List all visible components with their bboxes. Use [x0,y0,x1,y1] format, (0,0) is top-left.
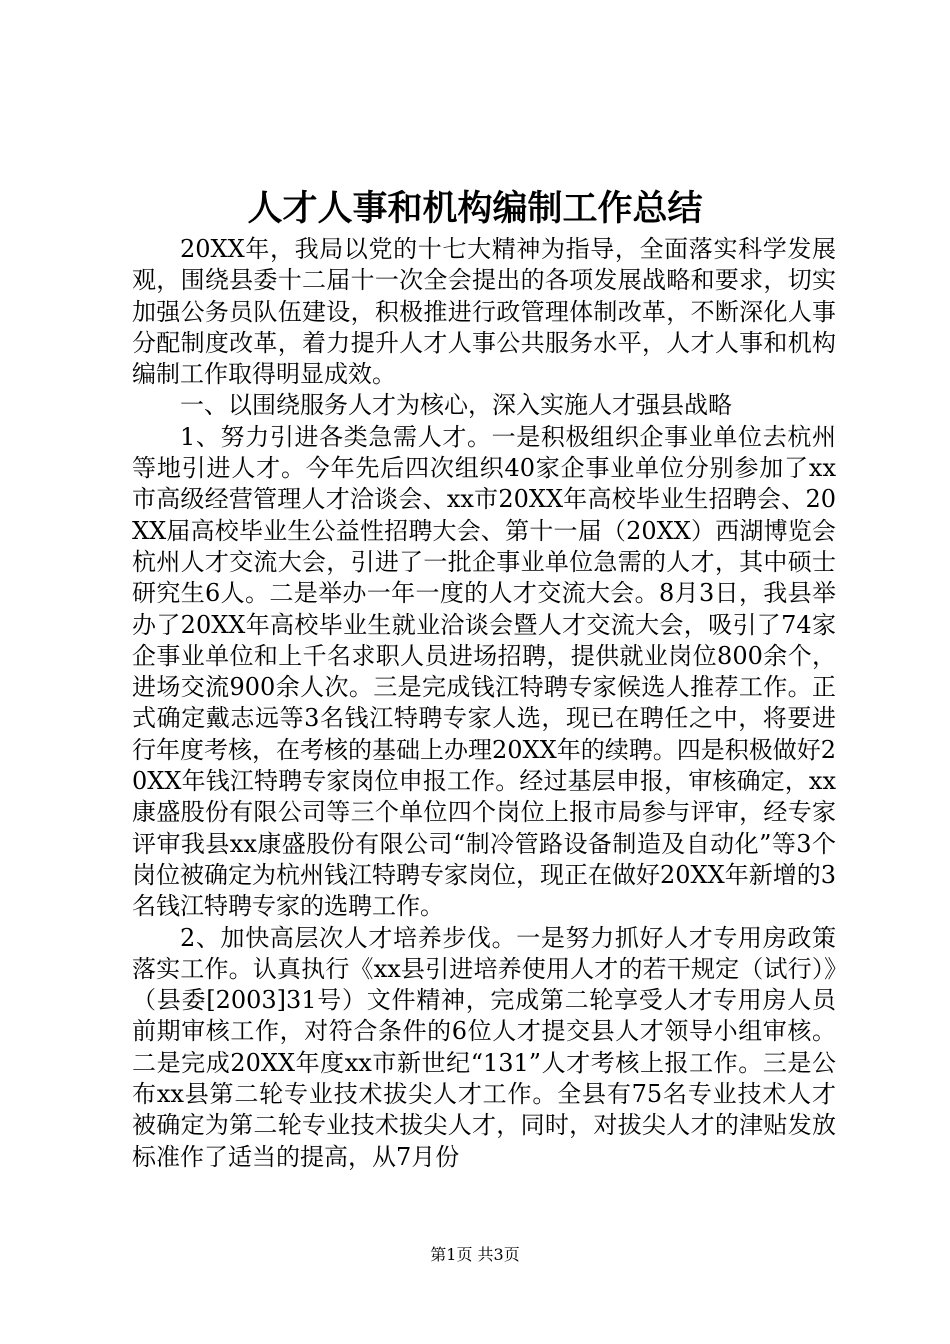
paragraph-talent-introduction: 1、努力引进各类急需人才。一是积极组织企事业单位去杭州等地引进人才。今年先后四次组织40家企事业单位分别参加了xx市高级经营管理人才洽谈会、xx市20XX年高校毕业生招聘会、20XX届高校毕业生公益性招聘大会、第十一届（20XX）西湖博览会杭州人才交流大会，引进了一批企事业单位急需的人才，其中硕士研究生6人。二是举办一年一度的人才交流大会。8月3日，我县举办了20XX年高校毕业生就业洽谈会暨人才交流大会，吸引了74家企事业单位和上千名求职人员进场招聘，提供就业岗位800余个，进场交流900余人次。三是完成钱江特聘专家候选人推荐工作。正式确定戴志远等3名钱江特聘专家人选，现已在聘任之中，将要进行年度考核，在考核的基础上办理20XX年的续聘。四是积极做好20XX年钱江特聘专家岗位申报工作。经过基层申报，审核确定，xx康盛股份有限公司等三个单位四个岗位上报市局参与评审，经专家评审我县xx康盛股份有限公司“制冷管路设备制造及自动化”等3个岗位被确定为杭州钱江特聘专家岗位，现正在做好20XX年新增的3名钱江特聘专家的选聘工作。 [132,422,836,921]
document-title: 人才人事和机构编制工作总结 [247,188,703,229]
paragraph-talent-cultivation: 2、加快高层次人才培养步伐。一是努力抓好人才专用房政策落实工作。认真执行《xx县引进培养使用人才的若干规定（试行）》（县委[2003]31号）文件精神，完成第二轮享受人才专用房人员前期审核工作，对符合条件的6位人才提交县人才领导小组审核。二是完成20XX年度xx市新世纪“131”人才考核上报工作。三是公布xx县第二轮专业技术拔尖人才工作。全县有75名专业技术人才被确定为第二轮专业技术拔尖人才，同时，对拔尖人才的津贴发放标准作了适当的提高，从7月份 [132,923,836,1171]
page-footer: 第1页 共3页 [430,1245,520,1264]
document-body [132,234,836,1173]
paragraph-intro: 20XX年，我局以党的十七大精神为指导，全面落实科学发展观，围绕县委十二届十一次全会提出的各项发展战略和要求，切实加强公务员队伍建设，积极推进行政管理体制改革，不断深化人事分配制度改革，着力提升人才人事公共服务水平，人才人事和机构编制工作取得明显成效。 [132,235,836,389]
section-heading-1: 一、以围绕服务人才为核心，深入实施人才强县战略 [180,391,732,420]
